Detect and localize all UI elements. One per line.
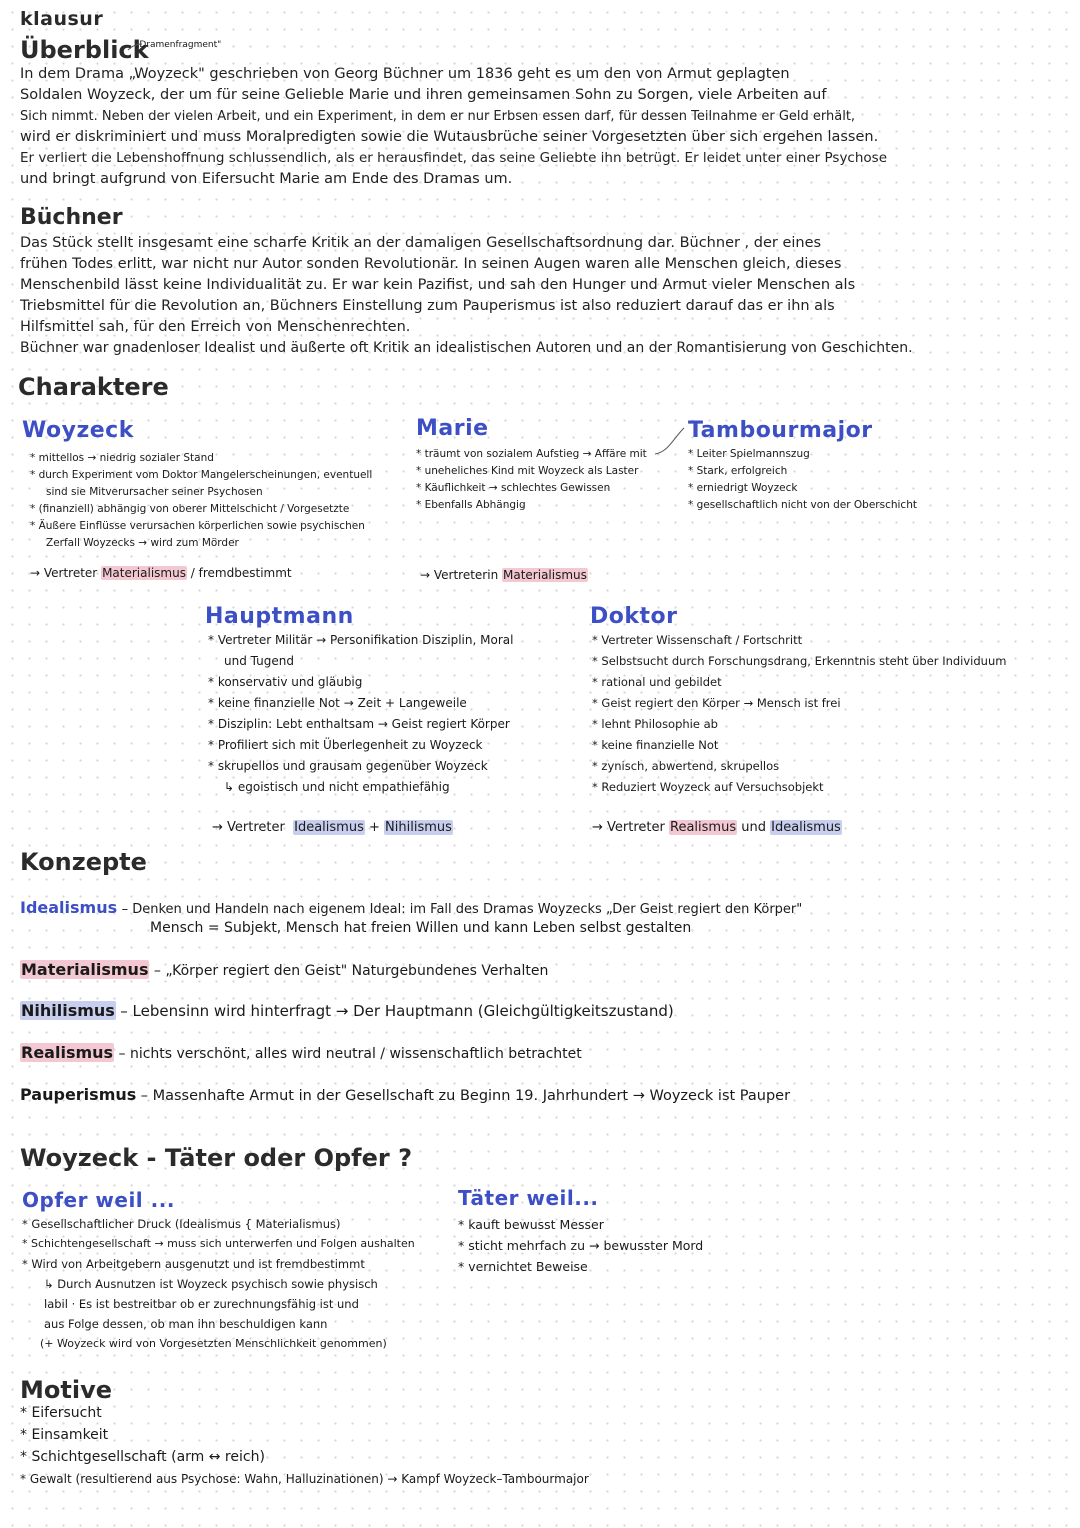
list-item: * durch Experiment vom Doktor Mangelerscheinungen, eventuell (30, 469, 373, 481)
tambourmajor-traits (688, 446, 1048, 514)
woyzeck-representative (30, 566, 292, 580)
list-item: * Disziplin: Lebt enthaltsam → Geist regiert Körper (208, 717, 510, 731)
list-item: * träumt von sozialem Aufstieg → Affäre mit (416, 448, 647, 460)
motifs-heading: Motive (20, 1376, 112, 1404)
concept-realismus (20, 1043, 582, 1062)
opfer-heading: Opfer weil ... (22, 1188, 175, 1212)
overview-heading: Überblick (20, 36, 149, 64)
victim-section-heading: Woyzeck - Täter oder Opfer ? (20, 1144, 412, 1172)
list-item: Zerfall Woyzecks → wird zum Mörder (46, 537, 239, 549)
taeter-heading: Täter weil... (458, 1186, 599, 1210)
concept-term: Realismus (21, 1043, 114, 1062)
list-item: * Einsamkeit (20, 1427, 109, 1443)
list-item: * Gesellschaftlicher Druck (Idealismus { Materialismus) (22, 1217, 341, 1231)
list-item: * keine finanzielle Not → Zeit + Langeweile (208, 696, 467, 710)
representative-prefix: → Vertreter (212, 820, 285, 835)
list-item: * Wird von Arbeitgebern ausgenutzt und ist fremdbestimmt (22, 1257, 365, 1271)
concept-nihilismus (20, 1001, 674, 1020)
list-item: * Schichtgesellschaft (arm ↔ reich) (20, 1449, 265, 1465)
concept-definition: – Lebensinn wird hinterfragt → Der Hauptmann (Gleichgültigkeitszustand) (120, 1002, 674, 1020)
list-item: * Vertreter Militär → Personifikation Disziplin, Moral (208, 633, 514, 647)
representative-suffix: / fremdbestimmt (190, 566, 292, 580)
buechner-heading: Büchner (20, 205, 123, 230)
concept-term: Nihilismus (21, 1001, 115, 1020)
representative-term-idealismus: Idealismus (771, 820, 841, 835)
list-item: * Äußere Einflüsse verursachen körperlichen sowie psychischen (30, 520, 365, 532)
representative-plus: + (369, 820, 380, 835)
list-item: * Leiter Spielmannszug (688, 448, 810, 460)
list-item: * Stark, erfolgreich (688, 465, 788, 477)
buechner-line: Büchner war gnadenloser Idealist und äußerte oft Kritik an idealistischen Autoren und an der Romantisierung von Geschichten. (20, 340, 913, 356)
representative-prefix: → Vertreter (30, 566, 98, 580)
buechner-line: Das Stück stellt insgesamt eine scharfe Kritik an der damaligen Gesellschaftsordnung dar. Büchner , der eines (20, 235, 822, 251)
list-item: * zynisch, abwertend, skrupellos (592, 759, 780, 773)
list-item: sind sie Mitverursacher seiner Psychosen (46, 486, 263, 498)
representative-term-nihilismus: Nihilismus (385, 820, 452, 835)
concept-idealismus (20, 898, 1060, 917)
list-item: * kauft bewusst Messer (458, 1217, 604, 1232)
list-item: * konservativ und gläubig (208, 675, 363, 689)
list-item: * Ebenfalls Abhängig (416, 499, 526, 511)
overview-line: Sich nimmt. Neben der vielen Arbeit, und ein Experiment, in dem er nur Erbsen essen darf, für dessen Teilnahme er Geld erhält, (20, 109, 856, 124)
list-item: * Eifersucht (20, 1405, 102, 1421)
list-item: * lehnt Philosophie ab (592, 717, 718, 731)
list-item: * Käuflichkeit → schlechtes Gewissen (416, 482, 611, 494)
list-item: * Gewalt (resultierend aus Psychose: Wahn, Halluzinationen) → Kampf Woyzeck–Tambourmajor (20, 1472, 589, 1486)
character-name-tambourmajor: Tambourmajor (688, 418, 873, 443)
list-item: * skrupellos und grausam gegenüber Woyzeck (208, 759, 488, 773)
overview-line: wird er diskriminiert und muss Moralpredigten sowie die Wutausbrüche seiner Vorgesetzten über sich ergehen lassen. (20, 129, 879, 145)
buechner-line: Menschenbild lässt keine Individualität zu. Er war kein Pazifist, und sah den Hunger und Armut vieler Menschen als (20, 277, 856, 293)
concept-definition: – „Körper regiert den Geist" Naturgebundenes Verhalten (153, 963, 549, 979)
list-item: * (finanziell) abhängig von oberer Mittelschicht / Vorgesetzte (30, 503, 350, 515)
list-item: ↳ Durch Ausnutzen ist Woyzeck psychisch sowie physisch (44, 1277, 378, 1291)
opfer-reasons (22, 1214, 442, 1354)
list-item: ↳ egoistisch und nicht empathiefähig (224, 780, 450, 794)
list-item: * erniedrigt Woyzeck (688, 482, 798, 494)
overview-line: In dem Drama „Woyzeck" geschrieben von Georg Büchner um 1836 geht es um den von Armut geplagten (20, 66, 790, 82)
motifs-list (20, 1402, 820, 1490)
hauptmann-representative (212, 820, 453, 835)
character-name-woyzeck: Woyzeck (22, 418, 134, 443)
list-item: * Geist regiert den Körper → Mensch ist frei (592, 696, 841, 710)
list-item: (+ Woyzeck wird von Vorgesetzten Menschlichkeit genommen) (40, 1337, 387, 1350)
concepts-heading: Konzepte (20, 848, 147, 876)
representative-term: Materialismus (102, 566, 186, 580)
concept-term: Pauperismus (20, 1085, 137, 1104)
buechner-line: Triebsmittel für die Revolution an, Büchners Einstellung zum Pauperismus ist also reduziert darauf das er ihn als (20, 298, 835, 314)
characters-heading: Charaktere (18, 373, 169, 401)
overview-line: Soldalen Woyzeck, der um für seine Gelieble Marie und ihren gemeinsamen Sohn zu Sorgen, viele Arbeiten auf (20, 87, 827, 103)
list-item: * vernichtet Beweise (458, 1259, 588, 1274)
list-item: * Selbstsucht durch Forschungsdrang, Erkenntnis steht über Individuum (592, 654, 1007, 668)
list-item: * Schichtengesellschaft → muss sich unterwerfen und Folgen aushalten (22, 1237, 415, 1250)
list-item: * Reduziert Woyzeck auf Versuchsobjekt (592, 780, 824, 794)
concept-definition: – Massenhafte Armut in der Gesellschaft zu Beginn 19. Jahrhundert → Woyzeck ist Pauper (140, 1088, 791, 1104)
doktor-traits (592, 630, 1062, 798)
buechner-paragraph (20, 233, 1060, 359)
overview-line: und bringt aufgrund von Eifersucht Marie am Ende des Dramas um. (20, 171, 513, 187)
marie-representative (420, 568, 588, 582)
buechner-line: Hilfsmittel sah, für den Erreich von Menschenrechten. (20, 319, 411, 335)
list-item: * Vertreter Wissenschaft / Fortschritt (592, 633, 803, 647)
overview-line: Er verliert die Lebenshoffnung schlussendlich, als er herausfindet, das seine Geliebte ihn betrügt. Er leidet unter einer Psychose (20, 150, 888, 166)
representative-prefix: → Vertreter (592, 820, 665, 835)
list-item: labil · Es ist bestreitbar ob er zurechnungsfähig ist und (44, 1297, 359, 1311)
list-item: * mittellos → niedrig sozialer Stand (30, 452, 214, 464)
concept-term: Materialismus (21, 960, 149, 979)
overview-note: „Dramenfragment" (135, 40, 222, 50)
representative-and: und (741, 820, 766, 835)
concept-pauperismus (20, 1085, 790, 1104)
representative-term: Materialismus (503, 568, 587, 582)
representative-term-idealismus: Idealismus (294, 820, 364, 835)
list-item: und Tugend (224, 654, 294, 668)
doktor-representative (592, 820, 842, 835)
character-name-marie: Marie (416, 416, 489, 441)
concept-definition: – Denken und Handeln nach eigenem Ideal: im Fall des Dramas Woyzecks „Der Geist regiert den Körper" (121, 902, 803, 917)
hauptmann-traits (208, 630, 578, 798)
woyzeck-traits (30, 450, 390, 552)
representative-term-realismus: Realismus (670, 820, 737, 835)
list-item: * uneheliches Kind mit Woyzeck als Laster (416, 465, 639, 477)
list-item: aus Folge dessen, ob man ihn beschuldigen kann (44, 1317, 328, 1331)
page-title: klausur (20, 8, 104, 30)
list-item: * gesellschaftlich nicht von der Oberschicht (688, 499, 917, 511)
buechner-line: frühen Todes erlitt, war nicht nur Autor sonden Revolutionär. In seinen Augen waren alle Menschen gleich, dieses (20, 256, 842, 272)
concept-definition: – nichts verschönt, alles wird neutral / wissenschaftlich betrachtet (118, 1046, 582, 1062)
list-item: * Profiliert sich mit Überlegenheit zu Woyzeck (208, 738, 483, 752)
character-name-hauptmann: Hauptmann (205, 604, 354, 629)
overview-paragraph (20, 64, 1060, 190)
representative-prefix: → Vertreterin (420, 568, 499, 582)
taeter-reasons (458, 1214, 858, 1277)
marie-traits (416, 446, 686, 514)
concept-idealismus-line2: Mensch = Subjekt, Mensch hat freien Willen und kann Leben selbst gestalten (150, 920, 692, 936)
concept-materialismus (20, 960, 548, 979)
character-name-doktor: Doktor (590, 604, 678, 629)
list-item: * keine finanzielle Not (592, 738, 719, 752)
list-item: * sticht mehrfach zu → bewusster Mord (458, 1238, 704, 1253)
list-item: * rational und gebildet (592, 675, 722, 689)
concept-term: Idealismus (20, 898, 118, 917)
